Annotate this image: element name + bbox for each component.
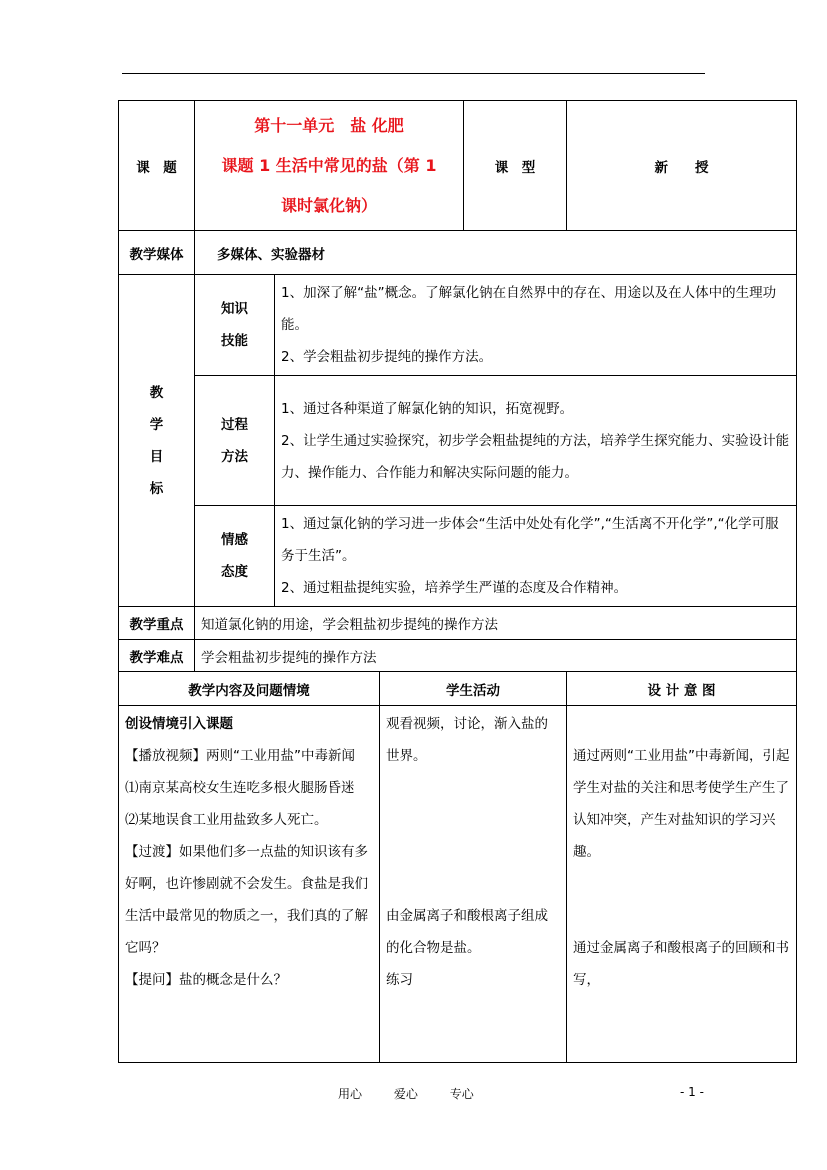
type-label: 课 型 [464,101,567,231]
content-title: 创设情境引入课题 [125,716,233,732]
col-header-content: 教学内容及问题情境 [119,672,380,706]
objectives-label: 教 学 目 标 [119,275,195,607]
student-activity: 观看视频，讨论，渐入盐的世界。 由金属离子和酸根离子组成的化合物是盐。 练习 [380,706,567,1063]
design-intent: 通过两则“工业用盐”中毒新闻，引起学生对盐的关注和思考使学生产生了认知冲突，产生对盐知识的学习兴趣。 通过金属离子和酸根离子的回顾和书写， [567,706,797,1063]
attitude-content: 1、通过氯化钠的学习进一步体会“生活中处处有化学”,“生活离不开化学”,“化学可服务于生活”。 2、通过粗盐提纯实验，培养学生严谨的态度及合作精神。 [275,506,797,607]
knowledge-label: 知识 技能 [195,275,275,376]
page-number: - 1 - [680,1085,704,1099]
teaching-content: 创设情境引入课题 【播放视频】两则“工业用盐”中毒新闻 ⑴南京某高校女生连吃多根火腿肠昏迷 ⑵某地误食工业用盐致多人死亡。 【过渡】如果他们多一点盐的知识该有多好啊，也许惨剧就不会发生。食盐是我们生活中最常见的物质之一，我们真的了解它吗？ 【提问】盐的概念是什么？ [119,706,380,1063]
title-line-1: 第十一单元 盐 化肥 [254,115,404,135]
lesson-title [195,101,464,231]
difficult-point-value: 学会粗盐初步提纯的操作方法 [195,640,797,672]
type-value: 新 授 [567,101,797,231]
media-label: 教学媒体 [119,231,195,275]
lesson-plan-table [118,100,797,1063]
difficult-point-label: 教学难点 [119,640,195,672]
key-point-label: 教学重点 [119,607,195,640]
media-value: 多媒体、实验器材 [195,231,797,275]
col-header-activity: 学生活动 [380,672,567,706]
footer-motto: 用心 爱心 专心 [338,1087,474,1101]
attitude-label: 情感 态度 [195,506,275,607]
title-line-3: 课时氯化钠） [280,195,377,215]
process-content: 1、通过各种渠道了解氯化钠的知识，拓宽视野。 2、让学生通过实验探究，初步学会粗盐提纯的方法，培养学生探究能力、实验设计能力、操作能力、合作能力和解决实际问题的能力。 [275,376,797,506]
topic-label: 课 题 [119,101,195,231]
knowledge-content: 1、加深了解“盐”概念。了解氯化钠在自然界中的存在、用途以及在人体中的生理功能。 2、学会粗盐初步提纯的操作方法。 [275,275,797,376]
key-point-value: 知道氯化钠的用途，学会粗盐初步提纯的操作方法 [195,607,797,640]
process-label: 过程 方法 [195,376,275,506]
header-rule [122,73,705,74]
title-line-2: 课题 1 生活中常见的盐（第 1 [221,155,437,175]
col-header-intent: 设 计 意 图 [567,672,797,706]
